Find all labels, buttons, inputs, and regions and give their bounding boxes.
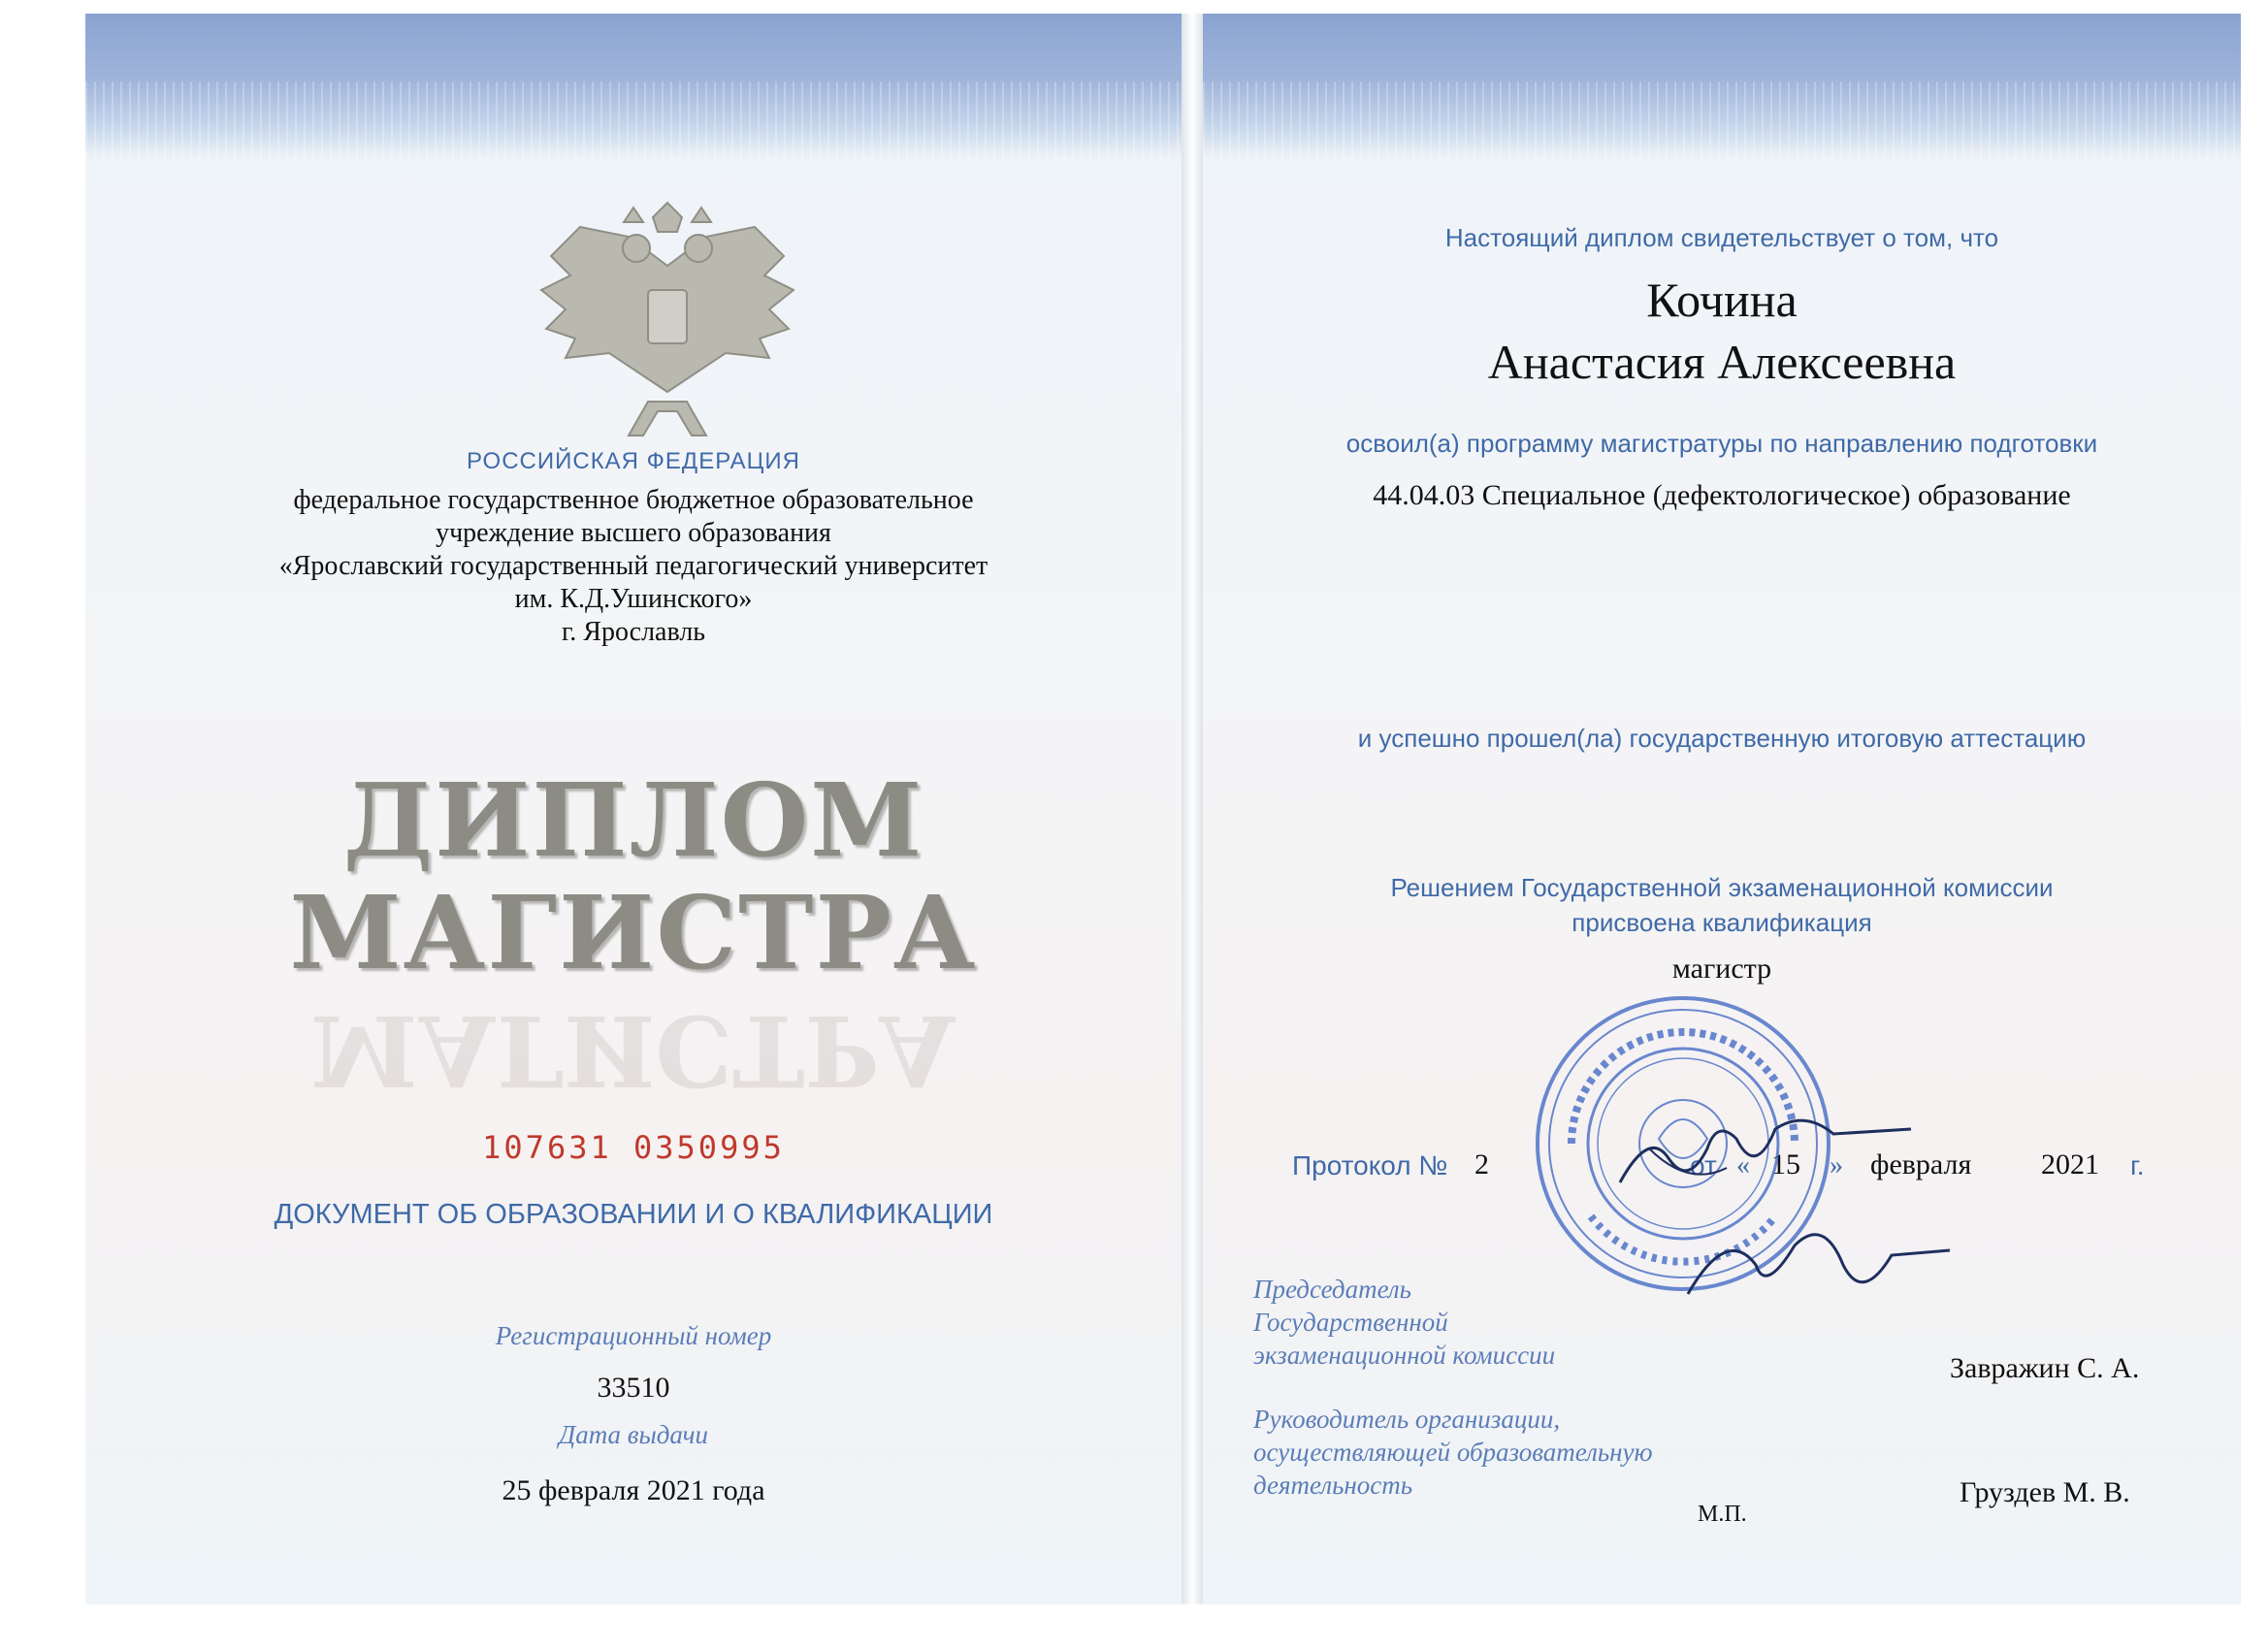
- registration-label: Регистрационный номер: [495, 1321, 772, 1350]
- protocol-day: 15: [1771, 1148, 1800, 1180]
- chair-name: Завражин С. А.: [1950, 1352, 2140, 1384]
- protocol-number: 2: [1474, 1148, 1489, 1180]
- issue-date-label: Дата выдачи: [559, 1420, 708, 1449]
- program-name: 44.04.03 Специальное (дефектологическое) образование: [1373, 479, 2071, 511]
- chair-label-line-2: Государственной: [1253, 1308, 1448, 1337]
- head-signature-icon: [1669, 1207, 1960, 1323]
- serial-number: 107631 0350995: [482, 1129, 785, 1166]
- chair-label-line-3: экзаменационной комиссии: [1253, 1341, 1556, 1370]
- institution-line-3: «Ярославский государственный педагогический университет: [278, 551, 988, 581]
- head-label-line-1: Руководитель организации,: [1253, 1405, 1561, 1434]
- decorative-guilloche: [85, 81, 1182, 159]
- institution-line-2: учреждение высшего образования: [436, 518, 831, 548]
- institution-line-4: им. К.Д.Ушинского»: [514, 584, 753, 614]
- issue-date: 25 февраля 2021 года: [502, 1474, 765, 1506]
- head-label-line-3: деятельность: [1253, 1471, 1413, 1500]
- decision-line-2: присвоена квалификация: [1571, 908, 1872, 937]
- diploma-title-line-2: МАГИСТРА: [289, 873, 978, 992]
- institution-line-1: федеральное государственное бюджетное образовательное: [293, 485, 974, 515]
- decorative-guilloche: [1203, 81, 2241, 159]
- diploma-right-page: [1203, 14, 2241, 1604]
- chair-label-line-1: Председатель: [1253, 1275, 1411, 1304]
- attestation-text: и успешно прошел(ла) государственную итоговую аттестацию: [1357, 724, 2087, 753]
- institution-city: г. Ярославль: [561, 617, 706, 647]
- intro-text: Настоящий диплом свидетельствует о том, что: [1444, 223, 1999, 252]
- country-label: РОССИЙСКАЯ ФЕДЕРАЦИЯ: [467, 448, 800, 474]
- diploma-title-line-1: ДИПЛОМ: [342, 760, 924, 880]
- document-type: ДОКУМЕНТ ОБ ОБРАЗОВАНИИ И О КВАЛИФИКАЦИИ: [274, 1199, 993, 1230]
- diploma-left-page: [85, 14, 1182, 1604]
- program-intro: освоил(а) программу магистратуры по направлению подготовки: [1345, 429, 2098, 458]
- decision-line-1: Решением Государственной экзаменационной комиссии: [1390, 873, 2054, 902]
- title-watermark: МАГИСТРА: [309, 993, 957, 1108]
- year-suffix: г.: [2130, 1150, 2145, 1180]
- protocol-label: Протокол №: [1292, 1150, 1448, 1180]
- head-name: Груздев М. В.: [1960, 1476, 2130, 1508]
- graduate-given-names: Анастасия Алексеевна: [1487, 335, 1957, 389]
- head-label-line-2: осуществляющей образовательную: [1253, 1438, 1653, 1467]
- protocol-month: февраля: [1870, 1148, 1972, 1180]
- protocol-year: 2021: [2041, 1148, 2099, 1180]
- coat-of-arms-icon: [512, 198, 823, 450]
- date-prefix: от: [1690, 1150, 1717, 1180]
- page-fold: [1182, 14, 1203, 1604]
- qualification: магистр: [1671, 953, 1772, 985]
- seal-place-mark: М.П.: [1698, 1502, 1747, 1527]
- graduate-surname: Кочина: [1646, 273, 1798, 327]
- quote-close: »: [1830, 1150, 1843, 1180]
- quote-open: «: [1736, 1150, 1750, 1180]
- registration-number: 33510: [597, 1372, 670, 1404]
- chair-signature-icon: [1610, 1090, 1921, 1207]
